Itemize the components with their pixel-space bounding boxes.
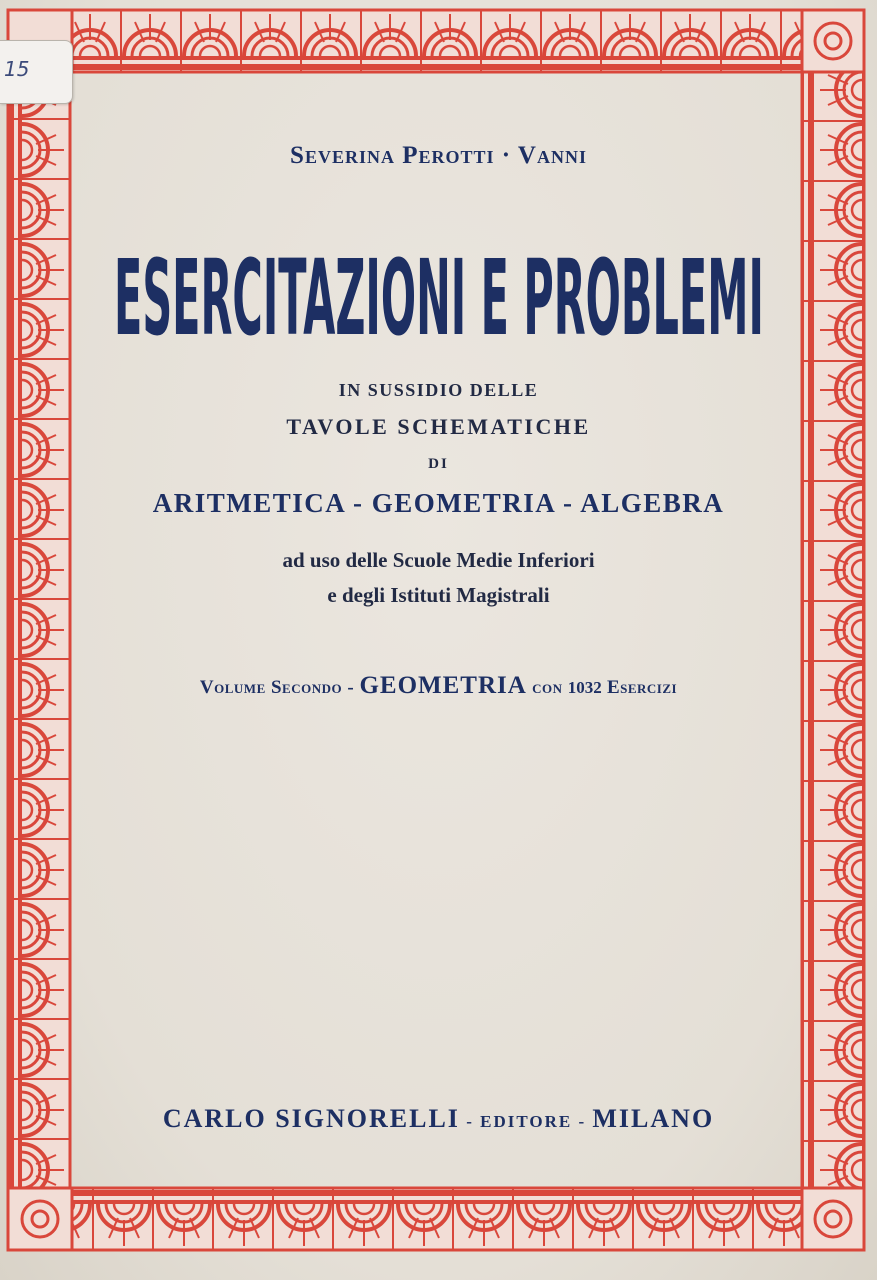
sticker-number: 15	[4, 57, 30, 81]
volume-count-suffix: Esercizi	[601, 677, 678, 698]
author-name: Severina Perotti · Vanni	[290, 142, 587, 169]
subtitle-line-1: IN SUSSIDIO DELLE	[338, 380, 539, 400]
volume-label: Volume Secondo	[199, 677, 343, 698]
subtitle-line-3: DI	[428, 456, 449, 472]
volume-count: 1032	[567, 678, 602, 697]
volume-line	[60, 672, 817, 700]
publisher-line	[60, 1104, 817, 1134]
publisher-name: CARLO SIGNORELLI	[162, 1104, 460, 1133]
subtitle-line-2: TAVOLE SCHEMATICHE	[286, 414, 591, 439]
book-title-lettering	[89, 222, 789, 352]
book-title-text: ESERCITAZIONI E PROBLEMI	[113, 238, 764, 352]
subjects-line: ARITMETICA - GEOMETRIA - ALGEBRA	[152, 488, 725, 518]
volume-subject: GEOMETRIA	[359, 672, 527, 699]
publisher-separator-1: -	[459, 1112, 481, 1131]
volume-count-prefix: con	[526, 677, 568, 698]
publisher-separator-2: -	[572, 1112, 593, 1131]
volume-separator: -	[342, 677, 360, 698]
usage-line-1: ad uso delle Scuole Medie Inferiori	[282, 548, 595, 572]
book-title	[60, 222, 817, 352]
usage-line-2: e degli Istituti Magistrali	[327, 583, 550, 607]
publisher-city: MILANO	[592, 1104, 715, 1133]
publisher-role: EDITORE	[480, 1112, 573, 1131]
